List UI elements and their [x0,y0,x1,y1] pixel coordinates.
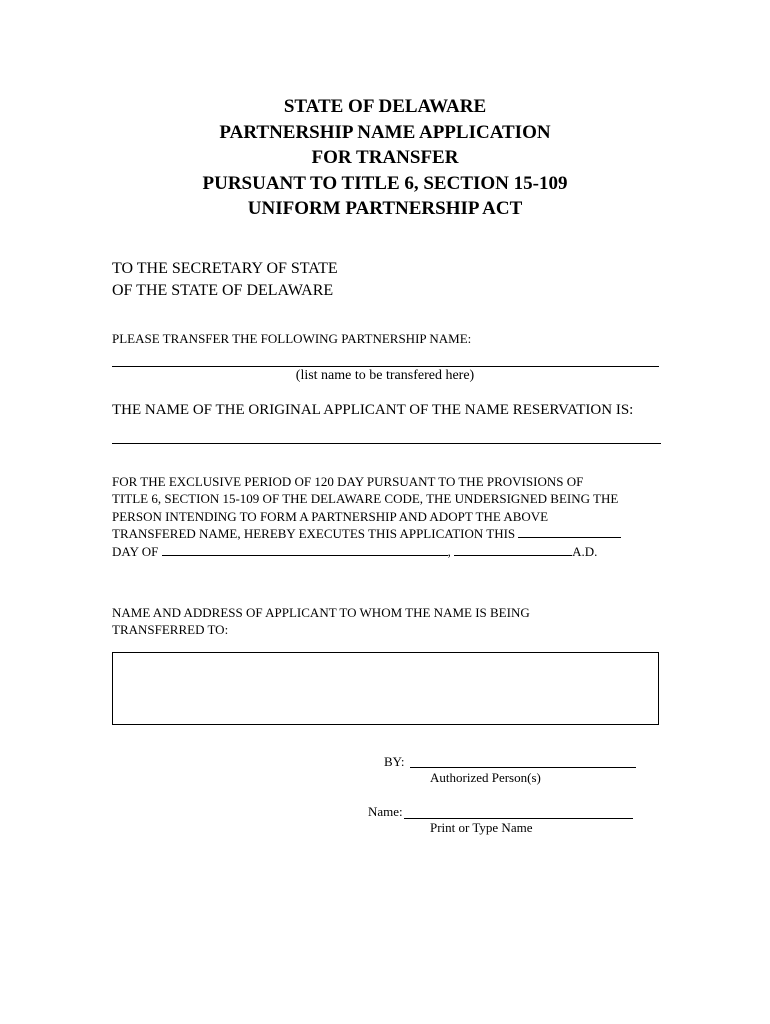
paragraph-line-4-text: TRANSFERED NAME, HEREBY EXECUTES THIS APPLICATION THIS [112,526,516,542]
name-label: Name: [368,804,403,819]
name-line[interactable] [404,818,633,819]
month-field[interactable] [162,543,448,556]
by-caption: Authorized Person(s) [430,770,541,785]
applicant-line-1: NAME AND ADDRESS OF APPLICANT TO WHOM THE NAME IS BEING [112,605,530,620]
original-applicant-prompt: THE NAME OF THE ORIGINAL APPLICANT OF THE NAME RESERVATION IS: [112,402,634,418]
paragraph-line-3: PERSON INTENDING TO FORM A PARTNERSHIP AND ADOPT THE ABOVE [112,508,549,524]
title-line-1: STATE OF DELAWARE [283,96,487,117]
applicant-address-box[interactable] [112,652,659,725]
paragraph-line-5 [112,543,672,560]
addressee-line-1: TO THE SECRETARY OF STATE [112,260,338,277]
applicant-block [112,604,530,639]
comma-text: , [447,543,451,559]
by-label: BY: [384,754,405,769]
paragraph-line-2: TITLE 6, SECTION 15-109 OF THE DELAWARE CODE, THE UNDERSIGNED BEING THE [112,491,619,507]
transfer-prompt: PLEASE TRANSFER THE FOLLOWING PARTNERSHIP NAME: [112,331,472,346]
period-paragraph [112,473,672,560]
original-applicant-line[interactable] [112,443,661,444]
transfer-caption: (list name to be transfered here) [295,368,475,383]
applicant-line-2: TRANSFERRED TO: [112,622,229,638]
day-number-field[interactable] [518,525,621,538]
addressee [112,258,338,302]
title-line-2: PARTNERSHIP NAME APPLICATION [219,121,551,143]
title-line-3: FOR TRANSFER [311,147,459,168]
addressee-line-2: OF THE STATE OF DELAWARE [112,282,334,299]
ad-label: A.D. [572,543,598,559]
paragraph-line-1: FOR THE EXCLUSIVE PERIOD OF 120 DAY PURSUANT TO THE PROVISIONS OF [112,474,584,489]
year-field[interactable] [454,543,572,556]
title-line-5: UNIFORM PARTNERSHIP ACT [247,198,523,219]
day-of-label: DAY OF [112,543,159,559]
form-title [0,94,770,222]
by-signature-line[interactable] [410,767,636,768]
transfer-name-line[interactable] [112,366,659,367]
paragraph-line-4 [112,525,672,542]
name-caption: Print or Type Name [430,820,533,835]
title-line-4: PURSUANT TO TITLE 6, SECTION 15-109 [202,172,568,194]
